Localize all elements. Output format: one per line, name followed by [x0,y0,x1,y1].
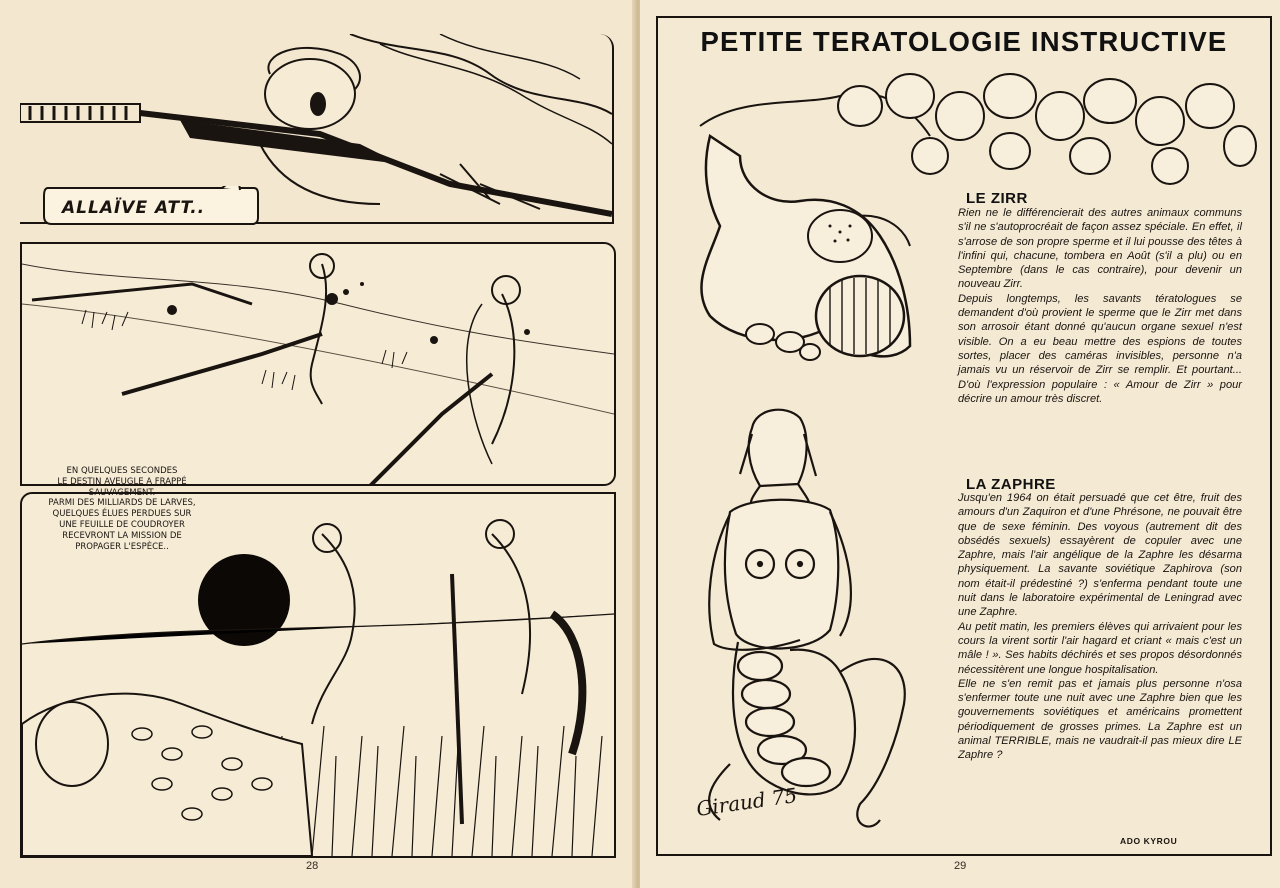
section-body-zirr: Rien ne le différencierait des autres animaux communs s'il ne s'autoprocréait de façon assez spéciale. En effet, il s'arrose de son propre sperme et il lui pousse des têtes à l'infini qui, chacune, tombera en Août (s'il a plu) ou en Septembre (dans le cas contraire), pour devenir un nouveau Zirr. Depuis longtemps, les savants tératologues se demandent d'où provient le sperme que le Zirr met dans son arrosoir étant donné qu'aucun organe sexuel n'est visible. On a eu beau mettre des espions de toutes sortes, placer des caméras invisibles, personne n'a jamais vu un réservoir de Zirr se remplir. Et pourtant... D'où l'expression populaire : « Amour de Zirr » pour décrire un amour très discret. [958,207,1242,405]
section-heading-zaphre: LA ZAPHRE [966,476,1056,493]
section-heading-zirr: LE ZIRR [966,190,1028,207]
page-number-right: 29 [954,860,967,872]
left-page [0,0,636,888]
zaphre-illustration [690,404,950,840]
artist-signature: Giraud 75 [694,783,799,821]
page-number-left: 28 [306,860,319,872]
comic-panel-2 [20,242,616,486]
section-body-zaphre: Jusqu'en 1964 on était persuadé que cet être, fruit des amours d'un Zaquiron et d'une Phrésone, ne pouvait être que de sexe féminin. Des voyous (autrement dit des obsédés sexuels) essayèrent de copuler avec une Zaphre, mais l'air angélique de la Zaphre les désarma physiquement. La savante soviétique Zaphirova (son nom était-il prédestiné ?) s'enferma pendant toute une nuit dans le laboratoire expérimental de Leningrad avec une Zaphre. Au petit matin, les premiers élèves qui arrivaient pour les cours la virent sortir l'air hagard et criant « mais c'est un mâle ! ». Ses habits déchirés et ses propos désordonnés nécessitèrent une longue hospitalisation. Elle ne s'en remit pas et jamais plus personne n'osa s'enfermer toute une nuit avec une Zaphre bien que les gouvernements soviétiques et américains promettent périodiquement de grosses primes. La Zaphre est un animal TERRIBLE, mais ne vaudrait-il pas mieux dire LE Zaphre ? [958,492,1242,762]
speech-bubble-text: ALLAÏVE ATT.. [62,198,206,218]
panel-2-artwork [22,244,614,484]
article-title: PETITE TERATOLOGIE INSTRUCTIVE [700,26,1228,57]
article-author: ADO KYROU [1120,836,1178,846]
narration-caption: EN QUELQUES SECONDES LE DESTIN AVEUGLE A FRAPPÉ SAUVAGEMENT. PARMI DES MILLIARDS DE LARVES, QUELQUES ÉLUES PERDUES SUR UNE FEUILLE DE COUDROYER RECEVRONT LA MISSION DE PROPAGER L'ESPÈCE.. [48,466,196,552]
